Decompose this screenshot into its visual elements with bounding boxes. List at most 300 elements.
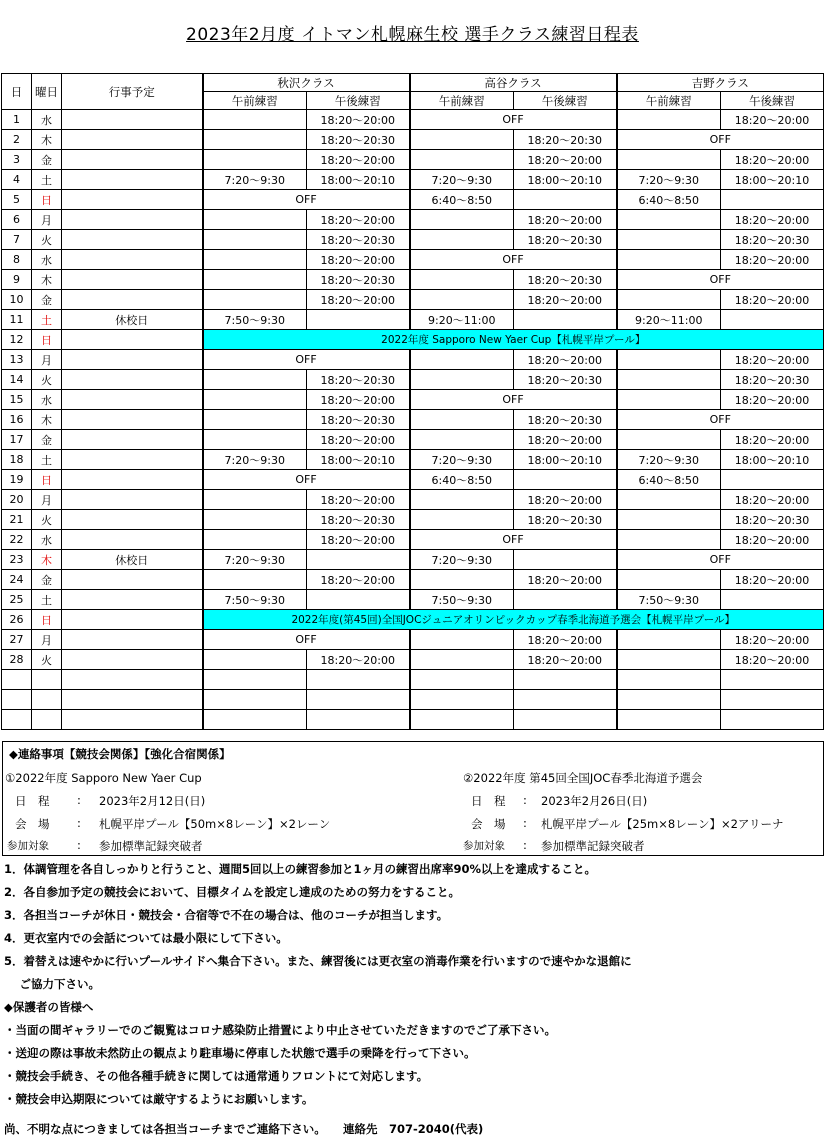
off-cell: OFF xyxy=(617,550,824,570)
info-colon: : xyxy=(523,793,527,807)
pm-cell xyxy=(721,590,824,610)
event-cell xyxy=(62,510,203,530)
am-cell xyxy=(617,530,721,550)
info-left-value: 参加標準記録突破者 xyxy=(99,839,203,853)
pm-cell: 18:20～20:00 xyxy=(514,210,617,230)
empty-row xyxy=(2,690,824,710)
am-cell: 7:50～9:30 xyxy=(203,310,307,330)
am-cell xyxy=(203,290,307,310)
weekday-cell: 月 xyxy=(32,210,62,230)
empty-cell xyxy=(721,710,824,730)
pm-cell xyxy=(514,190,617,210)
schedule-row xyxy=(2,270,824,290)
schedule-row xyxy=(2,570,824,590)
am-cell xyxy=(617,490,721,510)
day-cell: 4 xyxy=(2,170,32,190)
header-am: 午前練習 xyxy=(617,92,721,110)
event-cell xyxy=(62,210,203,230)
event-cell xyxy=(62,350,203,370)
schedule-row xyxy=(2,530,824,550)
info-right-value: 参加標準記録突破者 xyxy=(541,839,645,853)
footer-contact: 尚、不明な点につきましては各担当コーチまでご連絡下さい。 連絡先 707-2040(代表) xyxy=(4,1122,484,1136)
am-cell: 7:20～9:30 xyxy=(203,550,307,570)
off-cell: OFF xyxy=(617,270,824,290)
event-cell xyxy=(62,190,203,210)
pm-cell xyxy=(721,470,824,490)
schedule-row xyxy=(2,630,824,650)
info-right-label: 会 場 xyxy=(471,817,506,831)
weekday-cell: 土 xyxy=(32,590,62,610)
pm-cell: 18:20～20:00 xyxy=(307,570,410,590)
day-cell: 23 xyxy=(2,550,32,570)
info-box xyxy=(2,741,824,856)
schedule-row xyxy=(2,290,824,310)
event-cell xyxy=(62,290,203,310)
am-cell xyxy=(203,130,307,150)
info-colon: : xyxy=(77,838,81,852)
header-row-1 xyxy=(2,74,824,92)
am-cell xyxy=(203,650,307,670)
pm-cell: 18:20～20:00 xyxy=(721,210,824,230)
am-cell xyxy=(203,570,307,590)
am-cell xyxy=(203,250,307,270)
event-cell xyxy=(62,650,203,670)
schedule-row xyxy=(2,350,824,370)
off-cell: OFF xyxy=(203,630,410,650)
weekday-cell: 水 xyxy=(32,250,62,270)
pm-cell: 18:20～20:00 xyxy=(307,650,410,670)
empty-cell xyxy=(410,670,514,690)
pm-cell xyxy=(514,590,617,610)
am-cell xyxy=(617,370,721,390)
am-cell xyxy=(410,570,514,590)
pm-cell xyxy=(307,310,410,330)
schedule-row xyxy=(2,510,824,530)
day-cell: 19 xyxy=(2,470,32,490)
am-cell xyxy=(410,430,514,450)
weekday-cell: 金 xyxy=(32,570,62,590)
am-cell xyxy=(203,530,307,550)
am-cell: 7:50～9:30 xyxy=(410,590,514,610)
am-cell xyxy=(203,430,307,450)
pm-cell: 18:20～20:30 xyxy=(307,270,410,290)
event-cell xyxy=(62,410,203,430)
info-colon: : xyxy=(77,816,81,830)
schedule-row xyxy=(2,250,824,270)
empty-cell xyxy=(62,690,203,710)
event-cell xyxy=(62,630,203,650)
schedule-row xyxy=(2,410,824,430)
info-left-title: ①2022年度 Sapporo New Yaer Cup xyxy=(5,771,202,785)
am-cell xyxy=(617,290,721,310)
event-cell: 休校日 xyxy=(62,550,203,570)
pm-cell: 18:00～20:10 xyxy=(307,450,410,470)
event-cell xyxy=(62,270,203,290)
am-cell xyxy=(617,350,721,370)
schedule-row xyxy=(2,230,824,250)
am-cell xyxy=(203,210,307,230)
schedule-row xyxy=(2,470,824,490)
am-cell xyxy=(203,370,307,390)
pm-cell: 18:20～20:00 xyxy=(514,650,617,670)
event-cell xyxy=(62,390,203,410)
weekday-cell: 月 xyxy=(32,350,62,370)
day-cell: 11 xyxy=(2,310,32,330)
schedule-row xyxy=(2,490,824,510)
am-cell xyxy=(203,270,307,290)
info-right-label: 参加対象 xyxy=(463,840,505,852)
empty-cell xyxy=(2,710,32,730)
info-colon: : xyxy=(77,793,81,807)
day-cell: 26 xyxy=(2,610,32,630)
empty-cell xyxy=(203,710,307,730)
info-right-value: 2023年2月26日(日) xyxy=(541,794,648,808)
header-pm: 午後練習 xyxy=(307,92,410,110)
event-cell xyxy=(62,430,203,450)
am-cell: 6:40～8:50 xyxy=(617,470,721,490)
pm-cell: 18:20～20:00 xyxy=(721,430,824,450)
empty-cell xyxy=(617,670,721,690)
note-line: ・送迎の際は事故未然防止の観点より駐車場に停車した状態で選手の乗降を行って下さい。 xyxy=(4,1046,476,1060)
weekday-cell: 木 xyxy=(32,270,62,290)
pm-cell: 18:20～20:00 xyxy=(307,210,410,230)
am-cell xyxy=(410,370,514,390)
pm-cell: 18:20～20:00 xyxy=(307,390,410,410)
day-cell: 17 xyxy=(2,430,32,450)
pm-cell: 18:20～20:30 xyxy=(514,370,617,390)
header-class-yoshino: 吉野クラス xyxy=(617,74,824,92)
am-cell xyxy=(410,650,514,670)
header-pm: 午後練習 xyxy=(514,92,617,110)
schedule-row xyxy=(2,110,824,130)
off-cell: OFF xyxy=(617,130,824,150)
event-cell xyxy=(62,530,203,550)
weekday-cell: 日 xyxy=(32,190,62,210)
info-left-value: 札幌平岸プール【50m×8レーン】×2レーン xyxy=(99,817,331,831)
am-cell xyxy=(617,630,721,650)
pm-cell xyxy=(514,470,617,490)
empty-cell xyxy=(307,670,410,690)
pm-cell: 18:20～20:30 xyxy=(721,370,824,390)
header-am: 午前練習 xyxy=(203,92,307,110)
note-line: 5．着替えは速やかに行いプールサイドへ集合下さい。また、練習後には更衣室の消毒作業を行いますので速やかな退館に xyxy=(4,954,632,968)
weekday-cell: 木 xyxy=(32,130,62,150)
am-cell xyxy=(203,230,307,250)
pm-cell: 18:20～20:00 xyxy=(307,290,410,310)
am-cell xyxy=(203,150,307,170)
event-cell xyxy=(62,450,203,470)
pm-cell: 18:20～20:00 xyxy=(307,150,410,170)
weekday-cell: 土 xyxy=(32,170,62,190)
info-right-title: ②2022年度 第45回全国JOC春季北海道予選会 xyxy=(463,771,703,785)
day-cell: 22 xyxy=(2,530,32,550)
weekday-cell: 火 xyxy=(32,230,62,250)
am-cell: 7:20～9:30 xyxy=(617,450,721,470)
weekday-cell: 金 xyxy=(32,290,62,310)
day-cell: 10 xyxy=(2,290,32,310)
empty-cell xyxy=(721,690,824,710)
pm-cell: 18:20～20:00 xyxy=(721,110,824,130)
pm-cell: 18:20～20:00 xyxy=(514,290,617,310)
pm-cell: 18:20～20:00 xyxy=(514,570,617,590)
schedule-row xyxy=(2,170,824,190)
pm-cell: 18:20～20:00 xyxy=(721,490,824,510)
pm-cell: 18:20～20:30 xyxy=(307,230,410,250)
am-cell: 7:20～9:30 xyxy=(410,550,514,570)
empty-cell xyxy=(307,690,410,710)
event-cell xyxy=(62,330,203,350)
info-colon: : xyxy=(523,838,527,852)
am-cell xyxy=(617,150,721,170)
empty-cell xyxy=(203,690,307,710)
schedule-table xyxy=(1,73,824,730)
weekday-cell: 土 xyxy=(32,450,62,470)
am-cell xyxy=(617,570,721,590)
am-cell xyxy=(410,150,514,170)
day-cell: 15 xyxy=(2,390,32,410)
info-right-label: 日 程 xyxy=(471,794,506,808)
weekday-cell: 火 xyxy=(32,510,62,530)
event-cell xyxy=(62,250,203,270)
info-right-value: 札幌平岸プール【25m×8レーン】×2アリーナ xyxy=(541,817,784,831)
pm-cell: 18:20～20:30 xyxy=(514,410,617,430)
am-cell xyxy=(617,510,721,530)
pm-cell: 18:20～20:00 xyxy=(307,430,410,450)
day-cell: 8 xyxy=(2,250,32,270)
am-cell: 7:20～9:30 xyxy=(203,450,307,470)
event-cell xyxy=(62,490,203,510)
day-cell: 6 xyxy=(2,210,32,230)
empty-cell xyxy=(62,710,203,730)
pm-cell: 18:20～20:30 xyxy=(514,510,617,530)
info-left-label: 参加対象 xyxy=(7,840,49,852)
day-cell: 7 xyxy=(2,230,32,250)
day-cell: 3 xyxy=(2,150,32,170)
pm-cell: 18:00～20:10 xyxy=(721,170,824,190)
am-cell xyxy=(203,110,307,130)
event-band: 2022年度 Sapporo New Yaer Cup【札幌平岸プール】 xyxy=(203,330,824,350)
am-cell: 6:40～8:50 xyxy=(410,190,514,210)
weekday-cell: 水 xyxy=(32,530,62,550)
empty-cell xyxy=(32,710,62,730)
pm-cell: 18:20～20:00 xyxy=(721,630,824,650)
day-cell: 9 xyxy=(2,270,32,290)
info-colon: : xyxy=(523,816,527,830)
am-cell xyxy=(617,230,721,250)
weekday-cell: 日 xyxy=(32,610,62,630)
pm-cell: 18:20～20:30 xyxy=(307,130,410,150)
header-event: 行事予定 xyxy=(62,74,203,110)
empty-cell xyxy=(617,710,721,730)
am-cell xyxy=(617,250,721,270)
day-cell: 16 xyxy=(2,410,32,430)
empty-cell xyxy=(514,710,617,730)
pm-cell: 18:20～20:00 xyxy=(721,350,824,370)
off-cell: OFF xyxy=(410,530,617,550)
pm-cell: 18:20～20:00 xyxy=(721,650,824,670)
am-cell xyxy=(203,490,307,510)
empty-cell xyxy=(203,670,307,690)
page-title: 2023年2月度 イトマン札幌麻生校 選手クラス練習日程表 xyxy=(186,25,639,45)
am-cell xyxy=(203,390,307,410)
info-left-label: 日 程 xyxy=(15,794,50,808)
pm-cell: 18:00～20:10 xyxy=(721,450,824,470)
event-cell xyxy=(62,470,203,490)
pm-cell xyxy=(307,550,410,570)
note-line: ・当面の間ギャラリーでのご観覧はコロナ感染防止措置により中止させていただきますのでご了承下さい。 xyxy=(4,1023,556,1037)
off-cell: OFF xyxy=(203,470,410,490)
pm-cell: 18:20～20:00 xyxy=(307,490,410,510)
off-cell: OFF xyxy=(410,250,617,270)
off-cell: OFF xyxy=(410,390,617,410)
am-cell: 6:40～8:50 xyxy=(617,190,721,210)
am-cell: 7:50～9:30 xyxy=(203,590,307,610)
schedule-row xyxy=(2,610,824,630)
pm-cell: 18:20～20:30 xyxy=(721,230,824,250)
empty-row xyxy=(2,710,824,730)
pm-cell xyxy=(514,310,617,330)
day-cell: 28 xyxy=(2,650,32,670)
schedule-row xyxy=(2,550,824,570)
pm-cell: 18:20～20:00 xyxy=(721,390,824,410)
am-cell xyxy=(410,290,514,310)
info-left-value: 2023年2月12日(日) xyxy=(99,794,206,808)
pm-cell xyxy=(721,190,824,210)
note-line: ・競技会手続き、その他各種手続きに関しては通常通りフロントにて対応します。 xyxy=(4,1069,429,1083)
am-cell xyxy=(410,350,514,370)
pm-cell: 18:20～20:30 xyxy=(514,130,617,150)
am-cell: 9:20～11:00 xyxy=(410,310,514,330)
day-cell: 14 xyxy=(2,370,32,390)
am-cell xyxy=(617,430,721,450)
day-cell: 5 xyxy=(2,190,32,210)
am-cell xyxy=(410,230,514,250)
am-cell xyxy=(410,510,514,530)
day-cell: 18 xyxy=(2,450,32,470)
empty-cell xyxy=(2,690,32,710)
empty-cell xyxy=(721,670,824,690)
pm-cell: 18:20～20:30 xyxy=(514,230,617,250)
note-line: 3．各担当コーチが休日・競技会・合宿等で不在の場合は、他のコーチが担当します。 xyxy=(4,908,449,922)
header-pm: 午後練習 xyxy=(721,92,824,110)
am-cell xyxy=(410,270,514,290)
day-cell: 20 xyxy=(2,490,32,510)
header-am: 午前練習 xyxy=(410,92,514,110)
pm-cell: 18:20～20:00 xyxy=(721,290,824,310)
event-cell xyxy=(62,170,203,190)
am-cell: 7:20～9:30 xyxy=(203,170,307,190)
pm-cell xyxy=(721,310,824,330)
weekday-cell: 土 xyxy=(32,310,62,330)
schedule-row xyxy=(2,150,824,170)
pm-cell: 18:00～20:10 xyxy=(514,450,617,470)
off-cell: OFF xyxy=(410,110,617,130)
empty-cell xyxy=(514,670,617,690)
am-cell xyxy=(617,650,721,670)
day-cell: 24 xyxy=(2,570,32,590)
weekday-cell: 月 xyxy=(32,490,62,510)
pm-cell xyxy=(514,550,617,570)
am-cell xyxy=(617,390,721,410)
schedule-row xyxy=(2,370,824,390)
am-cell xyxy=(203,510,307,530)
pm-cell: 18:20～20:00 xyxy=(307,110,410,130)
schedule-row xyxy=(2,650,824,670)
pm-cell: 18:20～20:30 xyxy=(307,370,410,390)
am-cell: 7:20～9:30 xyxy=(617,170,721,190)
empty-cell xyxy=(410,710,514,730)
pm-cell: 18:20～20:00 xyxy=(514,350,617,370)
header-weekday: 曜日 xyxy=(32,74,62,110)
off-cell: OFF xyxy=(617,410,824,430)
pm-cell: 18:20～20:30 xyxy=(307,410,410,430)
guardian-heading: ◆保護者の皆様へ xyxy=(4,1000,94,1014)
day-cell: 13 xyxy=(2,350,32,370)
weekday-cell: 火 xyxy=(32,650,62,670)
event-cell xyxy=(62,150,203,170)
empty-cell xyxy=(410,690,514,710)
pm-cell: 18:20～20:00 xyxy=(721,530,824,550)
empty-cell xyxy=(514,690,617,710)
event-cell xyxy=(62,130,203,150)
event-cell xyxy=(62,610,203,630)
event-band: 2022年度(第45回)全国JOCジュニアオリンピックカップ春季北海道予選会【札幌平岸プール】 xyxy=(203,610,824,630)
note-line: ご協力下さい。 xyxy=(4,977,101,991)
pm-cell: 18:20～20:00 xyxy=(514,430,617,450)
note-line: ・競技会申込期限については厳守するようにお願いします。 xyxy=(4,1092,314,1106)
day-cell: 25 xyxy=(2,590,32,610)
info-left-label: 会 場 xyxy=(15,817,50,831)
empty-cell xyxy=(2,670,32,690)
am-cell: 9:20～11:00 xyxy=(617,310,721,330)
pm-cell: 18:20～20:00 xyxy=(721,570,824,590)
schedule-row xyxy=(2,330,824,350)
pm-cell xyxy=(307,590,410,610)
pm-cell: 18:20～20:00 xyxy=(514,150,617,170)
note-line: 2．各自参加予定の競技会において、目標タイムを設定し達成のための努力をすること。 xyxy=(4,885,461,899)
day-cell: 1 xyxy=(2,110,32,130)
pm-cell: 18:20～20:00 xyxy=(721,150,824,170)
weekday-cell: 日 xyxy=(32,470,62,490)
schedule-row xyxy=(2,190,824,210)
weekday-cell: 月 xyxy=(32,630,62,650)
schedule-row xyxy=(2,210,824,230)
event-cell xyxy=(62,230,203,250)
weekday-cell: 日 xyxy=(32,330,62,350)
event-cell xyxy=(62,110,203,130)
day-cell: 12 xyxy=(2,330,32,350)
empty-cell xyxy=(32,670,62,690)
empty-cell xyxy=(307,710,410,730)
am-cell xyxy=(617,210,721,230)
schedule-row xyxy=(2,310,824,330)
day-cell: 27 xyxy=(2,630,32,650)
pm-cell: 18:20～20:00 xyxy=(307,250,410,270)
empty-row xyxy=(2,670,824,690)
off-cell: OFF xyxy=(203,350,410,370)
pm-cell: 18:20～20:30 xyxy=(307,510,410,530)
am-cell xyxy=(410,130,514,150)
day-cell: 21 xyxy=(2,510,32,530)
event-cell: 休校日 xyxy=(62,310,203,330)
schedule-row xyxy=(2,430,824,450)
am-cell: 7:20～9:30 xyxy=(410,170,514,190)
am-cell: 6:40～8:50 xyxy=(410,470,514,490)
weekday-cell: 木 xyxy=(32,550,62,570)
info-heading: ◆連絡事項【競技会関係】【強化合宿関係】 xyxy=(9,747,231,761)
weekday-cell: 水 xyxy=(32,110,62,130)
pm-cell: 18:00～20:10 xyxy=(307,170,410,190)
